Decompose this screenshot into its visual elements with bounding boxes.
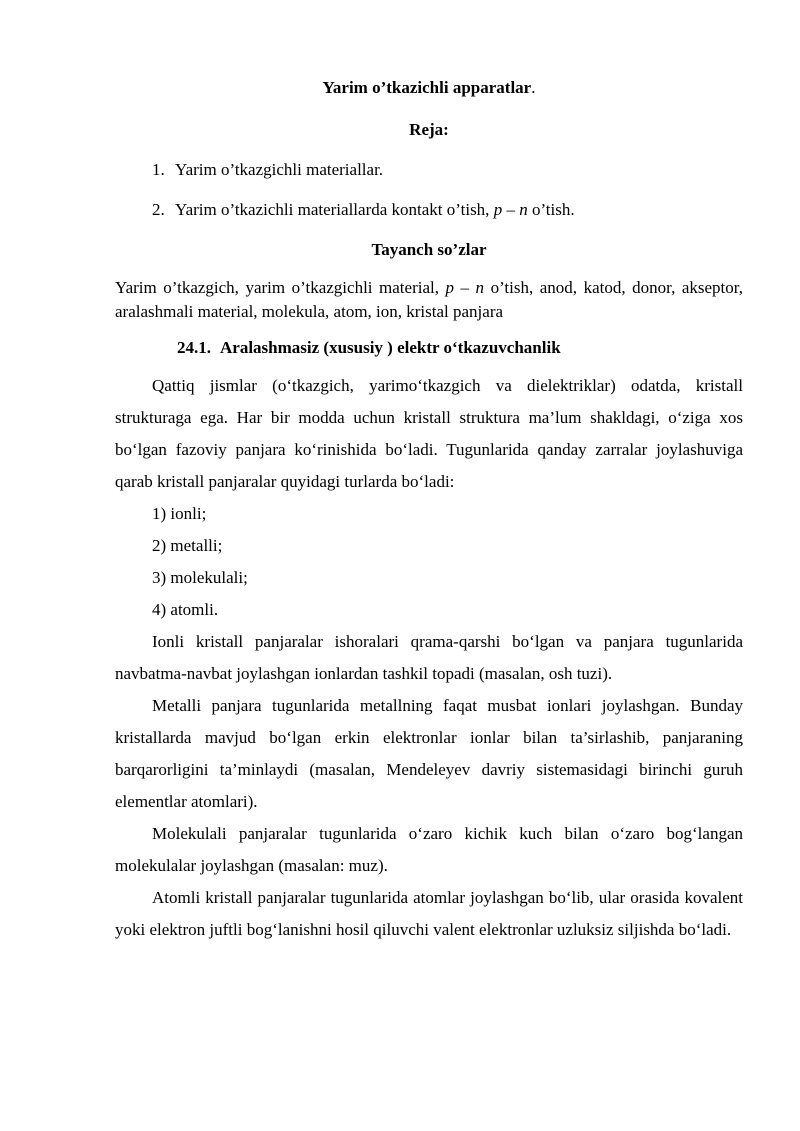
paragraph-atomic: Atomli kristall panjaralar tugunlarida atomlar joylashgan bo‘lib, ular orasida kovalent yoki elektron juftli bog‘lanishni hosil qiluvchi valent elektronlar uzluksiz siljishda bo‘ladi. (115, 888, 743, 939)
formula-p: p (493, 200, 503, 219)
document-title (115, 74, 743, 102)
formula-dash: – (502, 200, 520, 219)
paragraph-intro: Qattiq jismlar (o‘tkazgich, yarimo‘tkazgich va dielektriklar) odatda, kristall strukturaga ega. Har bir modda uchun kristall struktura ma’lum shakldagi, o‘ziga xos bo‘lgan fazoviy panjara ko‘rinishida bo‘ladi. Tugunlarida qanday zarralar joylashuviga qarab kristall panjaralar quyidagi turlarda bo‘ladi: (115, 376, 743, 491)
section-title: Aralashmasiz (xususiy ) elektr o‘tkazuvchanlik (220, 338, 561, 357)
list-item: 2) metalli; (152, 536, 223, 555)
plan-item-number: 1. (152, 160, 165, 179)
formula-n: n (475, 278, 485, 297)
title-text: Yarim o’tkazichli apparatlar (322, 78, 532, 97)
formula-dash: – (454, 278, 476, 297)
formula-n: n (519, 200, 528, 219)
section-heading (177, 334, 743, 362)
paragraph-ionic: Ionli kristall panjaralar ishoralari qrama-qarshi bo‘lgan va panjara tugunlarida navbatma-navbat joylashgan ionlardan tashkil topadi (masalan, osh tuzi). (115, 632, 743, 683)
plan-item-1 (115, 156, 743, 184)
plan-list (115, 156, 743, 224)
plan-item-text: Yarim o’tkazichli materiallarda kontakt o’tish, (175, 200, 494, 219)
plan-heading: Reja: (409, 120, 449, 139)
title-period: . (531, 78, 536, 97)
formula-p: p (445, 278, 454, 297)
keywords-heading: Tayanch so’zlar (371, 240, 487, 259)
list-item: 1) ionli; (152, 504, 207, 523)
paragraph-metallic: Metalli panjara tugunlarida metallning faqat musbat ionlari joylashgan. Bunday kristallarda mavjud bo‘lgan erkin elektronlar ionlar bilan ta’sirlashib, panjaraning barqarorligini ta’minlaydi (masalan, Mendeleyev davriy sistemasidagi birinchi guruh elementlar atomlari). (115, 696, 743, 811)
keywords-text: Yarim o’tkazgich, yarim o’tkazgichli material, (115, 278, 446, 297)
plan-item-2 (115, 196, 743, 224)
document-content (115, 74, 743, 946)
plan-item-number: 2. (152, 200, 165, 219)
list-item: 3) molekulali; (152, 568, 248, 587)
plan-item-text: Yarim o’tkazgichli materiallar. (175, 160, 384, 179)
list-item: 4) atomli. (152, 600, 219, 619)
paragraph-molecular: Molekulali panjaralar tugunlarida o‘zaro kichik kuch bilan o‘zaro bog‘langan molekulalar joylashgan (masalan: muz). (115, 824, 743, 875)
plan-item-text-end: o’tish. (527, 200, 575, 219)
keywords-paragraph (115, 276, 743, 324)
section-number: 24.1. (177, 338, 211, 357)
keywords-text-end: o’tish, anod, katod, donor, akseptor, aralashmali material, molekula, atom, ion, kristal panjara (115, 278, 744, 321)
